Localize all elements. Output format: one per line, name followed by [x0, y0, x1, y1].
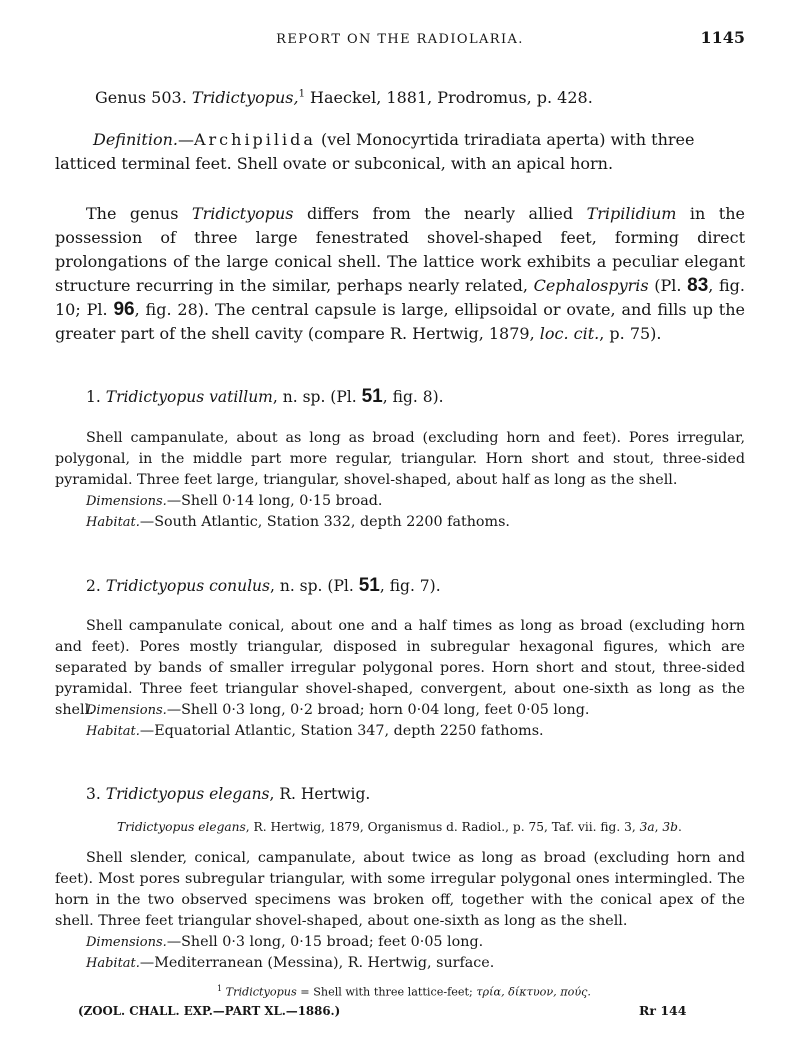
habitat-text: —Mediterranean (Messina), R. Hertwig, surface.	[139, 955, 495, 971]
species-name: Tridictyopus vatillum	[105, 388, 273, 406]
running-title: REPORT ON THE RADIOLARIA.	[276, 32, 524, 47]
intro-text: differs from the nearly allied	[293, 204, 587, 223]
running-head	[55, 28, 745, 52]
intro-text: , fig. 28). The central capsule is large, ellipsoidal or ovate, and fills up the greater part of the shell cavity (compare R. Hertwig, 1879,	[55, 300, 746, 343]
habitat-text: —South Atlantic, Station 332, depth 2200 fathoms.	[139, 514, 510, 530]
dimensions-label: Dimensions.	[86, 494, 167, 509]
genus-name: Tridictyopus,	[191, 88, 299, 107]
plate-number: 83	[687, 275, 709, 296]
synonymy-text: ,	[654, 820, 663, 834]
species-note: , n. sp. (Pl.	[269, 577, 359, 595]
synonymy-line	[117, 820, 682, 834]
species-number: 1.	[86, 388, 101, 406]
footnote-term: Tridictyopus	[225, 985, 297, 999]
species-author: , R. Hertwig.	[269, 785, 371, 803]
dimensions-label: Dimensions.	[86, 935, 167, 950]
dimensions-text: —Shell 0·3 long, 0·2 broad; horn 0·04 long, feet 0·05 long.	[166, 702, 590, 718]
species-number: 2.	[86, 577, 101, 595]
habitat-line	[86, 721, 544, 742]
plate-number: 96	[113, 299, 135, 320]
genus-number: Genus 503.	[95, 88, 187, 107]
synonymy-name: Tridictyopus elegans	[117, 820, 246, 834]
page-number: 1145	[700, 28, 745, 47]
habitat-label: Habitat.	[86, 724, 140, 739]
intro-loc-cit: loc. cit.	[539, 324, 600, 343]
species-description: Shell campanulate conical, about one and a half times as long as broad (excluding horn and feet). Pores mostly triangular, disposed in subregular hexagonal figures, which are separated by bands of smaller irregular polygonal pores. Horn short and stout, three-sided pyramidal. Three feet triangular shovel-shaped, convergent, about one-sixth as long as the shell.	[55, 618, 745, 718]
genus-heading	[95, 88, 593, 107]
dimensions-text: —Shell 0·14 long, 0·15 broad.	[166, 493, 383, 509]
species-heading	[86, 386, 444, 408]
species-description: Shell campanulate, about as long as broad (excluding horn and feet). Pores irregular, polygonal, in the middle part more regular, triangular. Horn short and stout, three-sided pyramidal. Three feet large, triangular, shovel-shaped, about half as long as the shell.	[55, 430, 745, 488]
footnote	[217, 984, 591, 999]
habitat-label: Habitat.	[86, 956, 140, 971]
dimensions-line	[86, 700, 589, 721]
definition-dash: —	[177, 130, 194, 149]
synonymy-fig: 3a	[639, 820, 655, 834]
dimensions-text: —Shell 0·3 long, 0·15 broad; feet 0·05 long.	[166, 934, 484, 950]
species-heading	[86, 785, 370, 803]
definition-text: (vel Monocyrtida triradiata aperta) with three latticed terminal feet. Shell ovate or subconical, with an apical horn.	[55, 130, 695, 173]
plate-number: 51	[361, 386, 383, 407]
habitat-label: Habitat.	[86, 515, 140, 530]
intro-related-genus: Cephalospyris	[533, 276, 649, 295]
species-number: 3.	[86, 785, 101, 803]
signature-mark: Rr 144	[639, 1003, 687, 1018]
footnote-mark: 1	[217, 984, 223, 993]
species-figure-ref: , fig. 8).	[382, 388, 444, 406]
intro-text: , fig. 10; Pl.	[55, 276, 745, 319]
dimensions-line	[86, 932, 483, 953]
species-name: Tridictyopus elegans	[105, 785, 270, 803]
species-note: , n. sp. (Pl.	[272, 388, 362, 406]
intro-allied-genus: Tripilidium	[586, 204, 677, 223]
footnote-greek: τρία, δίκτυον, πούς.	[476, 985, 591, 999]
species-description: Shell slender, conical, campanulate, about twice as long as broad (excluding horn and feet). Most pores subregular triangular, with some irregular polygonal ones intermingled. The horn in the two observed specimens was broken off, together with the conical apex of the shell. Three feet triangular shovel-shaped, about one-sixth as long as the shell.	[55, 850, 745, 929]
habitat-line	[86, 512, 510, 533]
definition-paragraph	[55, 128, 745, 176]
intro-text: (Pl.	[648, 276, 688, 295]
genus-footnote-mark: 1	[298, 88, 305, 100]
genus-discussion-paragraph	[55, 202, 745, 346]
synonymy-text: , R. Hertwig, 1879, Organismus d. Radiol., p. 75, Taf. vii. fig. 3,	[245, 820, 640, 834]
synonymy-text: .	[677, 820, 682, 834]
genus-citation: Haeckel, 1881, Prodromus, p. 428.	[304, 88, 593, 107]
dimensions-line	[86, 491, 382, 512]
plate-number: 51	[358, 575, 380, 596]
intro-text: The genus	[86, 204, 192, 223]
intro-genus-name: Tridictyopus	[191, 204, 294, 223]
intro-text: , p. 75).	[599, 324, 662, 343]
intro-text: in the possession of three large fenestrated shovel-shaped feet, forming direct prolongations of the large conical shell. The lattice work exhibits a peculiar elegant structure recurring in the similar, perhaps nearly related,	[55, 204, 745, 295]
species-heading	[86, 575, 441, 597]
habitat-line	[86, 953, 494, 974]
habitat-text: —Equatorial Atlantic, Station 347, depth 2250 fathoms.	[139, 723, 544, 739]
imprint: (ZOOL. CHALL. EXP.—PART XL.—1886.)	[78, 1004, 341, 1018]
species-figure-ref: , fig. 7).	[379, 577, 441, 595]
definition-label: Definition.	[93, 130, 178, 149]
definition-family: Archipilida	[193, 130, 316, 149]
footnote-text: = Shell with three lattice-feet;	[296, 985, 477, 999]
dimensions-label: Dimensions.	[86, 703, 167, 718]
species-name: Tridictyopus conulus	[105, 577, 270, 595]
synonymy-fig: 3b	[662, 820, 678, 834]
